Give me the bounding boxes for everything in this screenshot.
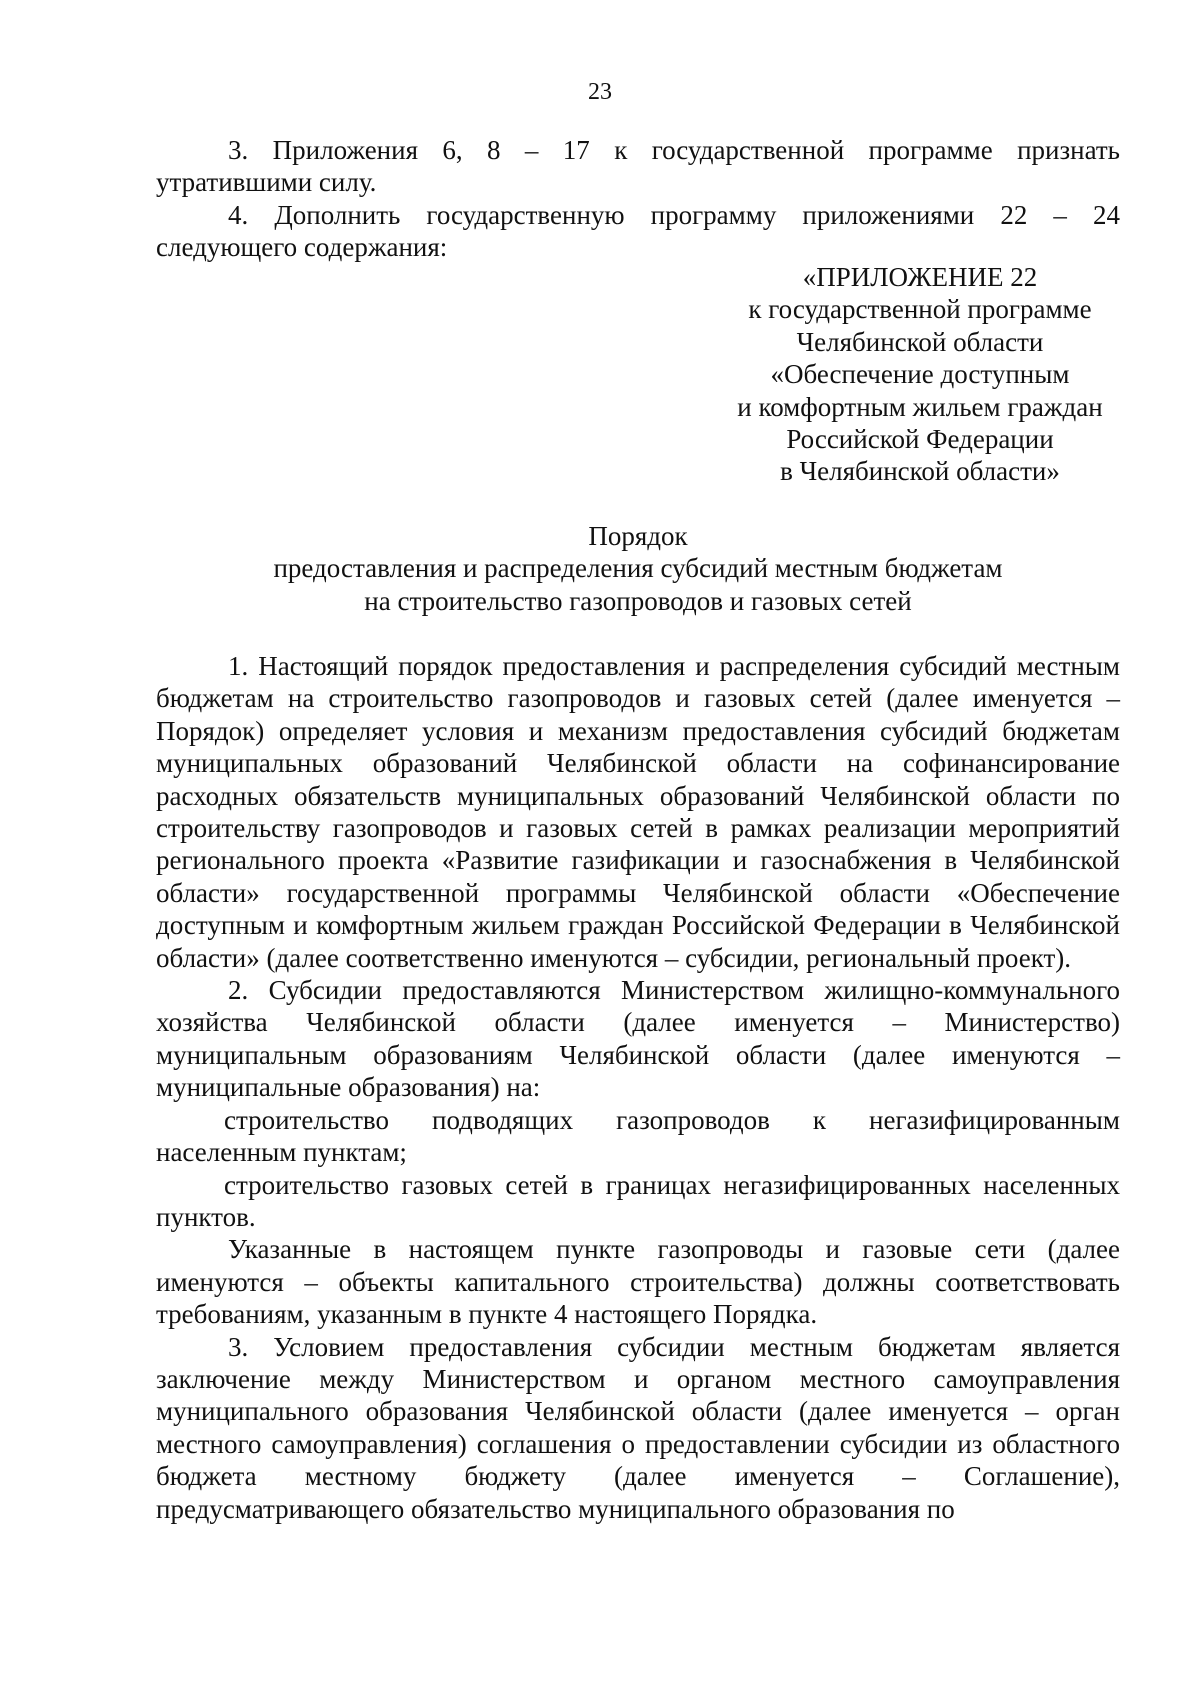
paragraph-2-note: Указанные в настоящем пункте газопроводы и газовые сети (далее именуются – объекты капитального строительства) должны соответствовать требованиям, указанным в пункте 4 настоящего Порядка. [156,1234,1120,1330]
intro-block [156,134,1120,264]
annex-heading [720,261,1120,488]
annex-heading-line: «Обеспечение доступным [770,359,1070,390]
annex-heading-line: Челябинской области [796,326,1044,357]
document-title [156,520,1120,617]
paragraph-annexes-add: 4. Дополнить государственную программу приложениями 22 – 24 следующего содержания: [156,199,1120,263]
paragraph-annexes-void: 3. Приложения 6, 8 – 17 к государственной программе признать утратившими силу. [156,135,1120,198]
document-title-line: предоставления и распределения субсидий местным бюджетам [273,553,1003,584]
document-title-line: Порядок [588,521,688,551]
paragraph-2: 2. Субсидии предоставляются Министерством жилищно-коммунального хозяйства Челябинской области (далее именуется – Министерство) муниципальным образованиям Челябинской области (далее именуются – муниципальные образования) на: [156,975,1120,1103]
annex-heading-line: Российской Федерации [786,424,1054,455]
paragraph-2-item-pipelines: строительство подводящих газопроводов к негазифицированным населенным пунктам; [156,1104,1120,1168]
document-title-line: на строительство газопроводов и газовых сетей [364,585,912,616]
body-block [156,650,1120,1525]
page-number: 23 [588,79,612,105]
paragraph-2-item-networks: строительство газовых сетей в границах негазифицированных населенных пунктов. [156,1169,1120,1232]
annex-heading-line: «ПРИЛОЖЕНИЕ 22 [802,262,1038,292]
annex-heading-line: и комфортным жильем граждан [737,391,1103,422]
annex-heading-line: в Челябинской области» [780,456,1060,487]
paragraph-3: 3. Условием предоставления субсидии местным бюджетам является заключение между Министерством и органом местного самоуправления муниципального образования Челябинской области (далее именуется – орган местного самоуправления) соглашения о предоставлении субсидии из областного бюджета местному бюджету (далее именуется – Соглашение), предусматривающего обязательство муниципального образования по [156,1331,1120,1524]
annex-heading-line: к государственной программе [748,294,1092,325]
paragraph-1: 1. Настоящий порядок предоставления и распределения субсидий местным бюджетам на строительство газопроводов и газовых сетей (далее именуется – Порядок) определяет условия и механизм предоставления субсидий бюджетам муниципальных образований Челябинской области на софинансирование расходных обязательств муниципальных образований Челябинской области по строительству газопроводов и газовых сетей в рамках реализации мероприятий регионального проекта «Развитие газификации и газоснабжения в Челябинской области» государственной программы Челябинской области «Обеспечение доступным и комфортным жильем граждан Российской Федерации в Челябинской области» (далее соответственно именуются – субсидии, региональный проект). [156,651,1120,973]
